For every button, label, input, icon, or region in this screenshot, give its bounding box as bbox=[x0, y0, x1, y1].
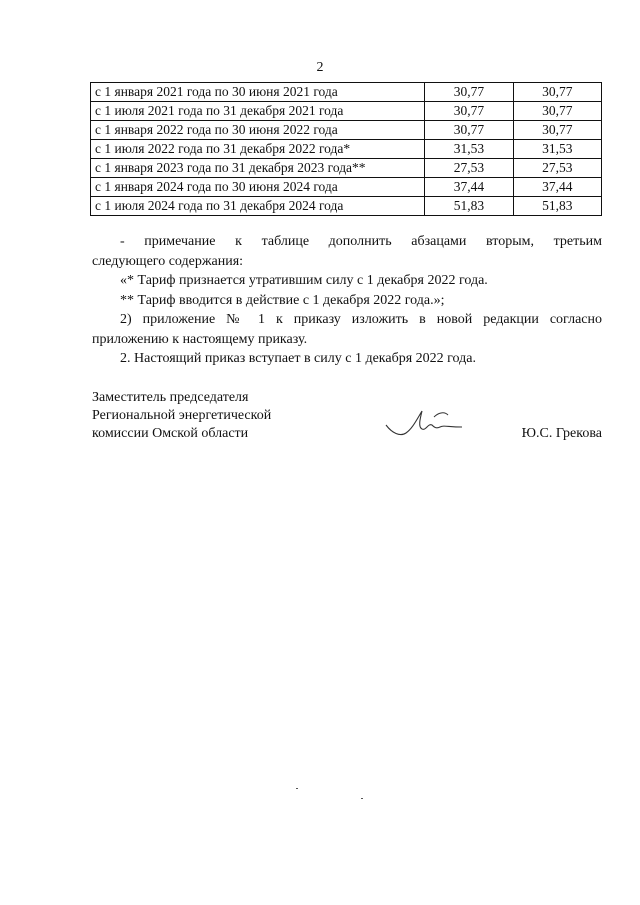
tariff-value-cell: 30,77 bbox=[513, 102, 601, 121]
period-cell: с 1 января 2023 года по 31 декабря 2023 года** bbox=[91, 159, 425, 178]
tariff-value-cell: 31,53 bbox=[513, 140, 601, 159]
table-row bbox=[91, 178, 602, 197]
signatory-title-line3: комиссии Омской области bbox=[92, 426, 249, 441]
table-row bbox=[91, 197, 602, 216]
scan-speck bbox=[361, 798, 363, 799]
paragraph-footnote-1: «* Тариф признается утратившим силу с 1 декабря 2022 года. bbox=[120, 273, 488, 288]
table-row bbox=[91, 121, 602, 140]
tariff-value-cell: 51,83 bbox=[425, 197, 513, 216]
tariff-value-cell: 27,53 bbox=[513, 159, 601, 178]
tariff-value-cell: 51,83 bbox=[513, 197, 601, 216]
paragraph-note-line1: - примечание к таблице дополнить абзацами вторым, третьим bbox=[120, 234, 602, 249]
tariff-value-cell: 37,44 bbox=[513, 178, 601, 197]
paragraph-effective-date: 2. Настоящий приказ вступает в силу с 1 декабря 2022 года. bbox=[120, 351, 476, 366]
tariff-value-cell: 37,44 bbox=[425, 178, 513, 197]
period-cell: с 1 июля 2022 года по 31 декабря 2022 года* bbox=[91, 140, 425, 159]
tariff-value-cell: 30,77 bbox=[425, 83, 513, 102]
paragraph-footnote-2: ** Тариф вводится в действие с 1 декабря 2022 года.»; bbox=[120, 292, 445, 308]
signatory-name: Ю.С. Грекова bbox=[521, 426, 602, 441]
tariff-value-cell: 30,77 bbox=[425, 102, 513, 121]
scan-speck bbox=[296, 788, 298, 789]
signature-block bbox=[92, 389, 602, 449]
signatory-title-line1: Заместитель председателя bbox=[92, 390, 249, 405]
table-row bbox=[91, 102, 602, 121]
period-cell: с 1 января 2024 года по 30 июня 2024 года bbox=[91, 178, 425, 197]
document-body bbox=[92, 232, 602, 369]
paragraph-appendix-line2: приложению к настоящему приказу. bbox=[92, 331, 308, 347]
tariff-value-cell: 30,77 bbox=[513, 121, 601, 140]
signatory-title-line2: Региональной энергетической bbox=[92, 408, 272, 423]
tariff-value-cell: 31,53 bbox=[425, 140, 513, 159]
period-cell: с 1 января 2021 года по 30 июня 2021 года bbox=[91, 83, 425, 102]
paragraph-note-line2: следующего содержания: bbox=[92, 253, 244, 269]
tariff-table bbox=[90, 82, 602, 216]
table-row bbox=[91, 159, 602, 178]
handwritten-signature bbox=[382, 397, 472, 437]
page-number: 2 bbox=[316, 60, 324, 75]
paragraph-appendix-line1: 2) приложение № 1 к приказу изложить в новой редакции согласно bbox=[120, 312, 602, 327]
period-cell: с 1 января 2022 года по 30 июня 2022 года bbox=[91, 121, 425, 140]
period-cell: с 1 июля 2024 года по 31 декабря 2024 года bbox=[91, 197, 425, 216]
period-cell: с 1 июля 2021 года по 31 декабря 2021 года bbox=[91, 102, 425, 121]
tariff-value-cell: 27,53 bbox=[425, 159, 513, 178]
tariff-value-cell: 30,77 bbox=[513, 83, 601, 102]
table-row bbox=[91, 140, 602, 159]
tariff-table-body bbox=[91, 83, 602, 216]
table-row bbox=[91, 83, 602, 102]
tariff-value-cell: 30,77 bbox=[425, 121, 513, 140]
